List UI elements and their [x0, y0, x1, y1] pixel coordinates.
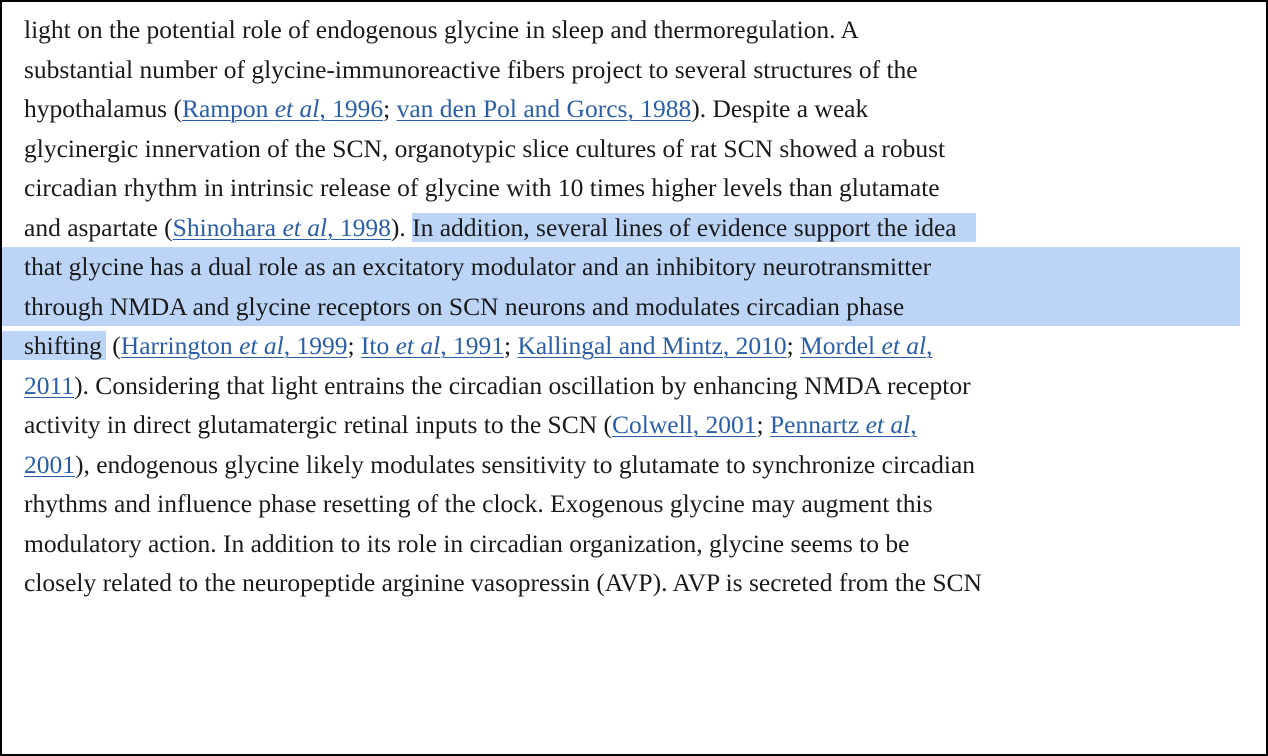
- text-run: hypothalamus (: [24, 94, 182, 123]
- citation-year: ,: [910, 410, 917, 439]
- citation-link-shinohara-1998[interactable]: [173, 213, 391, 242]
- text-run: ).: [390, 212, 413, 242]
- citation-author: Mordel: [800, 331, 882, 360]
- text-run: ;: [383, 94, 397, 123]
- text-run: light on the potential role of endogenous glycine in sleep and thermoregulation. A: [24, 15, 859, 44]
- text-run: ), endogenous glycine likely modulates sensitivity to glutamate to synchronize circadian: [75, 449, 976, 479]
- text-run: circadian rhythm in intrinsic release of glycine with 10 times higher levels than glutamate: [24, 173, 940, 202]
- article-paragraph: [24, 10, 1260, 603]
- text-line-3: [24, 89, 1260, 129]
- text-run: substantial number of glycine-immunoreactive fibers project to several structures of the: [24, 54, 918, 84]
- citation-link-colwell-2001[interactable]: Colwell, 2001: [612, 410, 757, 439]
- citation-author: Harrington: [120, 331, 240, 360]
- citation-year: , 1999: [283, 331, 348, 360]
- citation-etal: et al: [865, 410, 911, 439]
- text-run: and aspartate (: [24, 212, 173, 242]
- citation-year: , 1996: [319, 94, 384, 123]
- selected-text[interactable]: that glycine has a dual role as an excitatory modulator and an inhibitory neurotransmitter: [2, 247, 1240, 287]
- citation-link-rampon-1996[interactable]: [182, 94, 383, 123]
- text-run: closely related to the neuropeptide arginine vasopressin (AVP). AVP is secreted from the SCN: [24, 568, 982, 597]
- citation-link-pennartz-2001-year[interactable]: 2001: [24, 449, 75, 479]
- text-line-10: [24, 366, 1260, 406]
- text-run: ;: [786, 331, 801, 360]
- citation-link-kallingal-2010[interactable]: Kallingal and Mintz, 2010: [517, 331, 787, 360]
- text-run: activity in direct glutamatergic retinal inputs to the SCN (: [24, 410, 613, 439]
- selected-text[interactable]: shifting: [2, 331, 106, 360]
- citation-year: , 1991: [440, 331, 504, 360]
- selected-text[interactable]: In addition, several lines of evidence support the idea: [412, 213, 976, 242]
- citation-author: Rampon: [181, 94, 275, 123]
- citation-link-pennartz-2001[interactable]: [770, 410, 917, 439]
- text-line-15: [24, 563, 1260, 603]
- text-run: modulatory action. In addition to its role in circadian organization, glycine seems to be: [24, 528, 910, 558]
- text-line-2: [24, 50, 1260, 90]
- citation-etal: et al: [881, 331, 927, 360]
- citation-link-harrington-1999[interactable]: [121, 331, 348, 360]
- text-run: (: [105, 331, 121, 360]
- citation-year: , 1998: [327, 212, 391, 242]
- text-line-7: [24, 247, 1260, 287]
- text-run: ;: [756, 410, 770, 439]
- citation-link-mordel-2011[interactable]: [800, 331, 932, 360]
- citation-link-ito-1991[interactable]: [361, 331, 504, 360]
- text-line-11: [24, 405, 1260, 445]
- text-run: ). Considering that light entrains the circadian oscillation by enhancing NMDA receptor: [74, 370, 971, 400]
- text-line-6: [24, 208, 1260, 248]
- text-line-9: [24, 326, 1260, 366]
- text-line-5: [24, 168, 1260, 208]
- text-run: ;: [347, 331, 361, 360]
- text-run: rhythms and influence phase resetting of the clock. Exogenous glycine may augment this: [24, 489, 933, 518]
- text-run: glycinergic innervation of the SCN, organotypic slice cultures of rat SCN showed a robust: [24, 133, 946, 163]
- text-line-14: [24, 524, 1260, 564]
- citation-etal: et al: [282, 212, 328, 242]
- text-line-12: [24, 445, 1260, 485]
- text-line-1: [24, 10, 1260, 50]
- citation-author: Shinohara: [172, 212, 283, 242]
- citation-link-mordel-2011-year[interactable]: 2011: [24, 370, 75, 400]
- citation-author: Ito: [360, 331, 396, 360]
- citation-etal: et al: [239, 331, 284, 360]
- citation-etal: et al: [274, 94, 320, 123]
- text-line-13: [24, 484, 1260, 524]
- text-line-4: [24, 129, 1260, 169]
- citation-author: Pennartz: [770, 410, 866, 439]
- text-run: ;: [503, 331, 518, 360]
- citation-link-van-den-pol-1988[interactable]: van den Pol and Gorcs, 1988: [396, 94, 692, 123]
- citation-year: ,: [926, 331, 933, 360]
- text-line-8: [24, 287, 1260, 327]
- text-run: ). Despite a weak: [691, 94, 869, 123]
- selected-text[interactable]: through NMDA and glycine receptors on SCN neurons and modulates circadian phase: [2, 287, 1240, 327]
- citation-etal: et al: [395, 331, 441, 360]
